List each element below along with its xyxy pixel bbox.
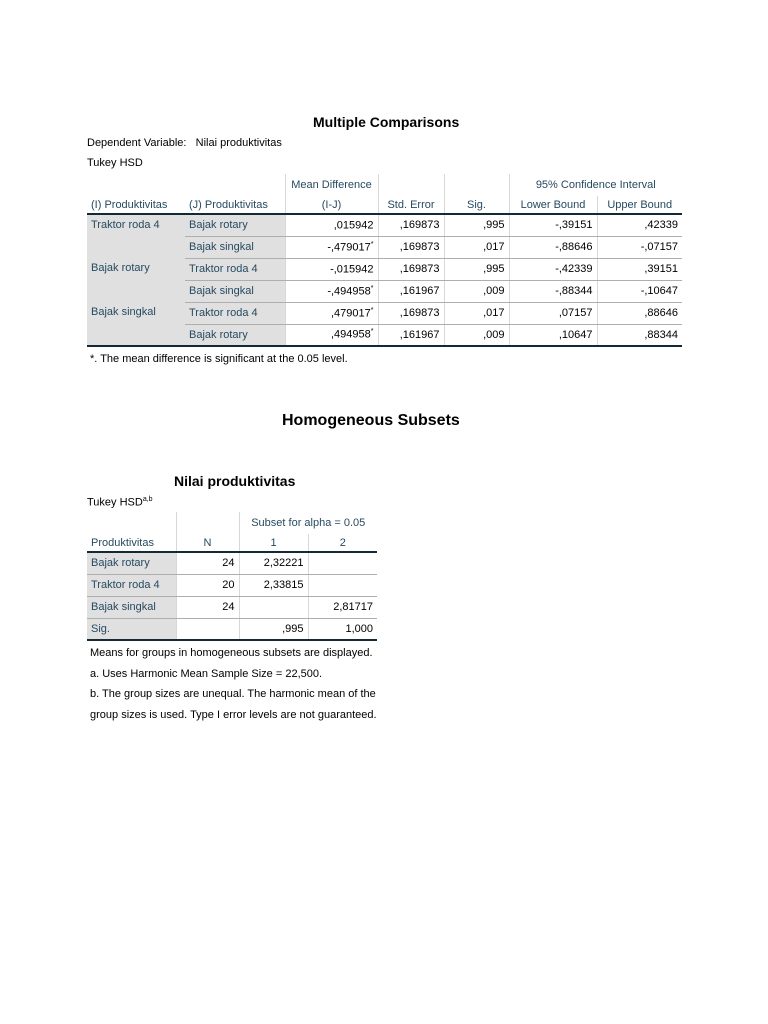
- sig-cell: ,995: [444, 258, 509, 280]
- n-cell: 20: [176, 574, 239, 596]
- table-row: [87, 214, 682, 236]
- mean-diff-cell: ,015942: [285, 214, 378, 236]
- i-group-label: Bajak singkal: [87, 302, 185, 346]
- sig-cell: ,009: [444, 324, 509, 346]
- std-error-cell: ,161967: [378, 324, 444, 346]
- dependent-variable-value: Nilai produktivitas: [195, 137, 282, 149]
- subset-header-top: Subset for alpha = 0.05: [239, 512, 377, 534]
- mean-diff-header-top: Mean Difference: [285, 174, 378, 196]
- n-cell: 24: [176, 552, 239, 574]
- subset-2-header: 2: [308, 534, 377, 552]
- table-row: [87, 552, 377, 574]
- hs-method-label: Tukey HSD$^{a,b}$: [87, 496, 153, 509]
- group-label: Traktor roda 4: [87, 574, 176, 596]
- mc-header-row-2: [87, 196, 682, 214]
- std-error-cell: ,169873: [378, 214, 444, 236]
- mc-footnote: *. The mean difference is significant at the 0.05 level.: [90, 353, 348, 365]
- hs-footnote-a: a. Uses Harmonic Mean Sample Size = 22,500.: [90, 667, 323, 680]
- homogeneous-table-title: Nilai produktivitas: [174, 473, 296, 489]
- i-col-header: (I) Produktivitas: [87, 196, 185, 214]
- std-error-header: Std. Error: [378, 196, 444, 214]
- n-col-header: N: [176, 534, 239, 552]
- std-error-cell: ,161967: [378, 280, 444, 302]
- lower-bound-cell: -,88646: [509, 236, 597, 258]
- hs-footnotes: [90, 643, 380, 725]
- sig-row: [87, 618, 377, 640]
- j-label: Bajak singkal: [185, 236, 285, 258]
- std-error-cell: ,169873: [378, 236, 444, 258]
- ci-header-top: 95% Confidence Interval: [509, 174, 682, 196]
- table-row: [87, 302, 682, 324]
- multiple-comparisons-table: [87, 174, 682, 347]
- hs-header-row-1: [87, 512, 377, 534]
- std-error-cell: ,169873: [378, 258, 444, 280]
- lower-bound-cell: ,07157: [509, 302, 597, 324]
- mean-diff-cell: -,494958*: [285, 280, 378, 302]
- upper-bound-cell: ,39151: [597, 258, 682, 280]
- hs-method-sup: a,b: [142, 496, 153, 503]
- n-cell: 24: [176, 596, 239, 618]
- subset-2-cell: [308, 552, 377, 574]
- j-label: Bajak rotary: [185, 214, 285, 236]
- mc-header-row-1: [87, 174, 682, 196]
- i-group-label: Bajak rotary: [87, 258, 185, 302]
- multiple-comparisons-title: Multiple Comparisons: [313, 114, 460, 130]
- table-row: [87, 258, 682, 280]
- j-col-header: (J) Produktivitas: [185, 196, 285, 214]
- subset-2-cell: [308, 574, 377, 596]
- sig-cell: ,017: [444, 302, 509, 324]
- j-label: Traktor roda 4: [185, 258, 285, 280]
- upper-bound-cell: ,42339: [597, 214, 682, 236]
- homogeneous-subsets-title: Homogeneous Subsets: [282, 412, 460, 429]
- dependent-variable-line: [87, 137, 282, 149]
- lower-bound-cell: -,39151: [509, 214, 597, 236]
- subset-1-header: 1: [239, 534, 308, 552]
- subset-1-cell: 2,32221: [239, 552, 308, 574]
- subset-1-cell: [239, 596, 308, 618]
- i-group-label: Traktor roda 4: [87, 214, 185, 258]
- sig-cell: ,009: [444, 280, 509, 302]
- dependent-variable-label: Dependent Variable:: [87, 137, 187, 149]
- sig-cell: ,017: [444, 236, 509, 258]
- group-label: Bajak singkal: [87, 596, 176, 618]
- hs-footnote-b: b. The group sizes are unequal. The harmonic mean of the group sizes is used. Type I error levels are not guaranteed.: [90, 688, 377, 721]
- j-label: Bajak rotary: [185, 324, 285, 346]
- mc-method-label: Tukey HSD: [87, 157, 143, 169]
- n-cell: [176, 618, 239, 640]
- group-col-header: Produktivitas: [87, 534, 176, 552]
- j-label: Bajak singkal: [185, 280, 285, 302]
- lower-bound-cell: -,88344: [509, 280, 597, 302]
- subset-1-sig-cell: ,995: [239, 618, 308, 640]
- sig-row-label: Sig.: [87, 618, 176, 640]
- j-label: Traktor roda 4: [185, 302, 285, 324]
- hs-header-row-2: [87, 534, 377, 552]
- lower-bound-cell: -,42339: [509, 258, 597, 280]
- mean-diff-cell: -,015942: [285, 258, 378, 280]
- subset-2-sig-cell: 1,000: [308, 618, 377, 640]
- upper-bound-cell: -,10647: [597, 280, 682, 302]
- upper-bound-header: Upper Bound: [597, 196, 682, 214]
- mean-diff-cell: ,494958*: [285, 324, 378, 346]
- subset-2-cell: 2,81717: [308, 596, 377, 618]
- mean-diff-cell: -,479017*: [285, 236, 378, 258]
- sig-cell: ,995: [444, 214, 509, 236]
- lower-bound-cell: ,10647: [509, 324, 597, 346]
- group-label: Bajak rotary: [87, 552, 176, 574]
- sig-header: Sig.: [444, 196, 509, 214]
- upper-bound-cell: ,88344: [597, 324, 682, 346]
- subset-1-cell: 2,33815: [239, 574, 308, 596]
- upper-bound-cell: -,07157: [597, 236, 682, 258]
- table-row: [87, 574, 377, 596]
- table-row: [87, 596, 377, 618]
- upper-bound-cell: ,88646: [597, 302, 682, 324]
- mean-diff-cell: ,479017*: [285, 302, 378, 324]
- hs-footnote-means: Means for groups in homogeneous subsets are displayed.: [90, 647, 373, 659]
- homogeneous-subsets-table: [87, 512, 377, 641]
- lower-bound-header: Lower Bound: [509, 196, 597, 214]
- std-error-cell: ,169873: [378, 302, 444, 324]
- mean-diff-header-bottom: (I-J): [285, 196, 378, 214]
